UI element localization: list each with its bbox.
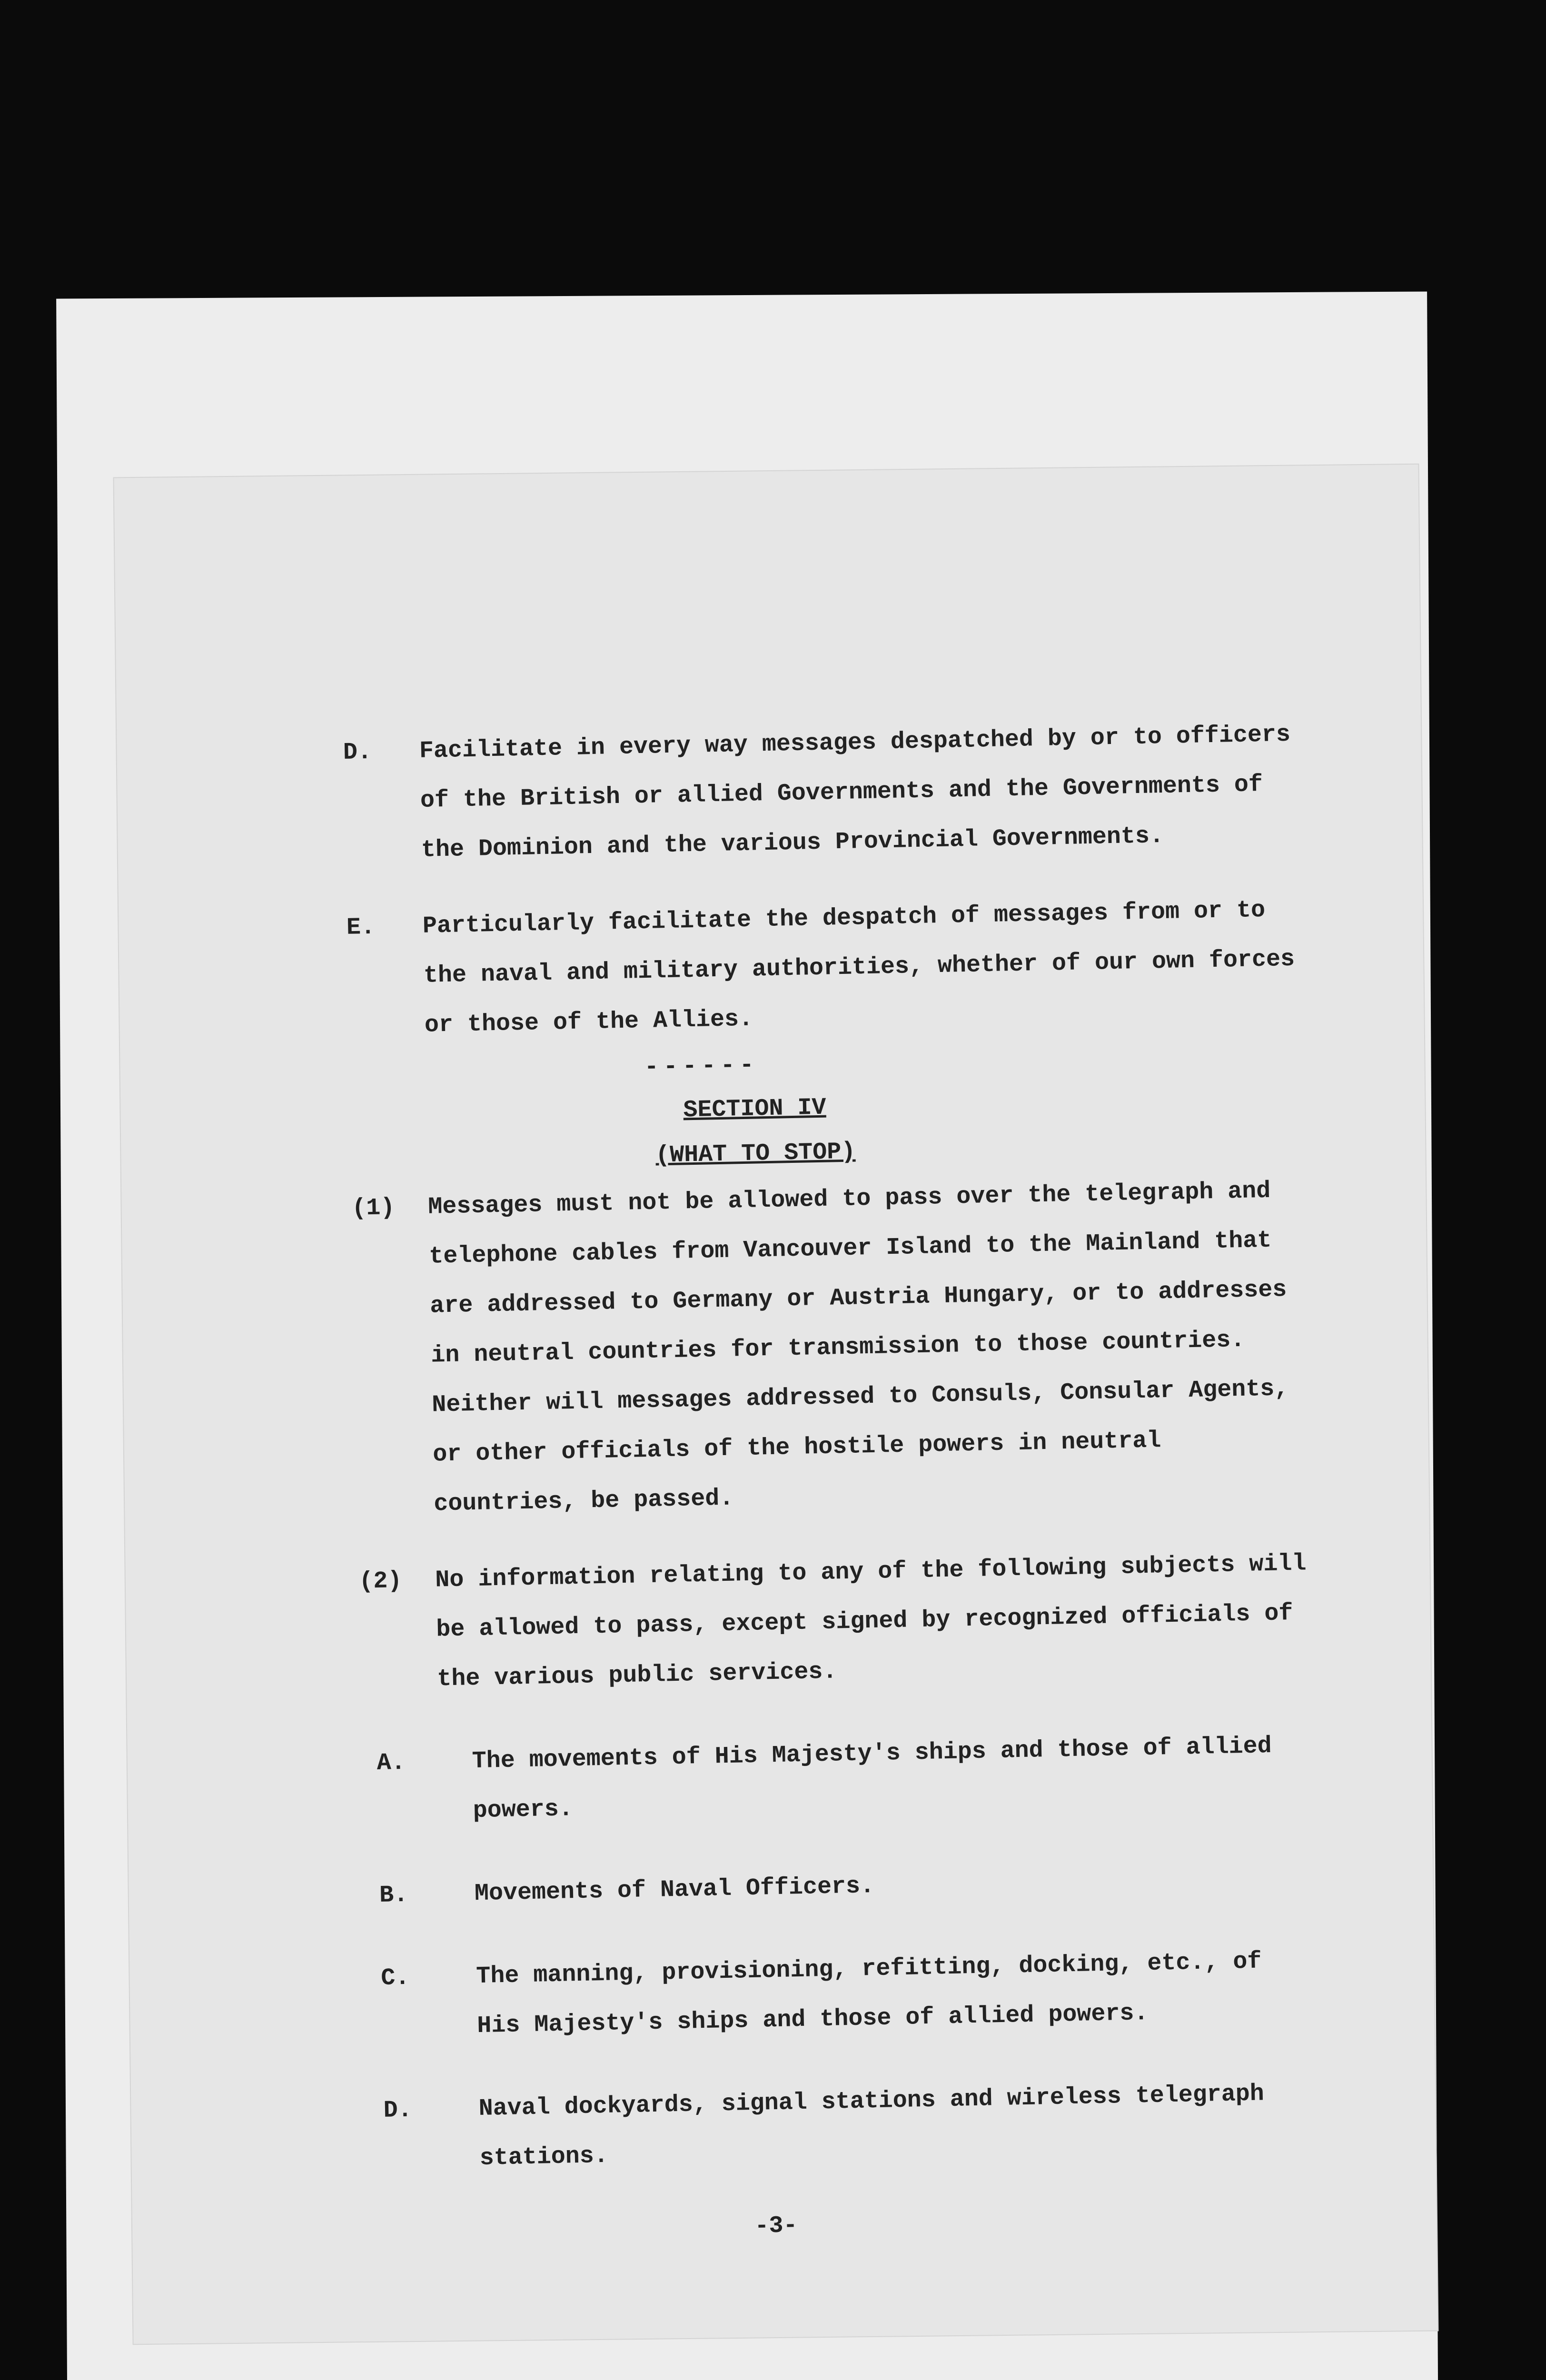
list-item [343, 710, 1298, 877]
item-text: The movements of His Majesty's ships and those of allied powers. [472, 1732, 1272, 1825]
sub-item [383, 2068, 1323, 2185]
sub-item [377, 1721, 1316, 1838]
item-text: No information relating to any of the following subjects will be allowed to pass, except signed by recognized officials of the various public services. [435, 1550, 1307, 1693]
item-text: The manning, provisioning, refitting, docking, etc., of His Majesty's ships and those of allied powers. [476, 1948, 1262, 2040]
item-text: Facilitate in every way messages despatched by or to officers of the British or allied Governments and the Governments of the Dominion and the various Provincial Governments. [419, 721, 1291, 864]
item-label: (2) [358, 1567, 402, 1596]
item-text: Naval dockyards, signal stations and wireless telegraph stations. [478, 2080, 1265, 2172]
item-text: Movements of Naval Officers. [474, 1873, 875, 1908]
page-number: -3- [754, 2212, 798, 2240]
item-label: C. [380, 1964, 410, 1992]
numbered-item [351, 1166, 1310, 1530]
section-title: SECTION IV [683, 1094, 827, 1124]
item-label: D. [343, 738, 372, 766]
item-label: E. [346, 913, 376, 942]
separator: ------ [644, 1051, 759, 1081]
item-label: (1) [351, 1194, 395, 1222]
section-subtitle: (WHAT TO STOP) [655, 1138, 856, 1170]
sub-item [380, 1936, 1320, 2053]
item-text: Messages must not be allowed to pass over the telegraph and telephone cables from Vancouver Island to the Mainland that are addressed to Germany or Austria Hungary, or to addresses in neutral countries for transmission to those countries. Neither will messages addressed to Consuls, Consular Agents, or other officials of the hostile powers in neutral countries, be passed. [427, 1177, 1289, 1518]
item-label: D. [383, 2096, 413, 2124]
numbered-item [358, 1539, 1313, 1706]
document-text [343, 710, 1324, 2259]
item-label: B. [379, 1881, 408, 1909]
item-text: Particularly facilitate the despatch of messages from or to the naval and military authorities, whether of our own forces or those of the Allies. [422, 896, 1295, 1039]
item-label: A. [377, 1749, 406, 1777]
list-item [346, 885, 1301, 1052]
